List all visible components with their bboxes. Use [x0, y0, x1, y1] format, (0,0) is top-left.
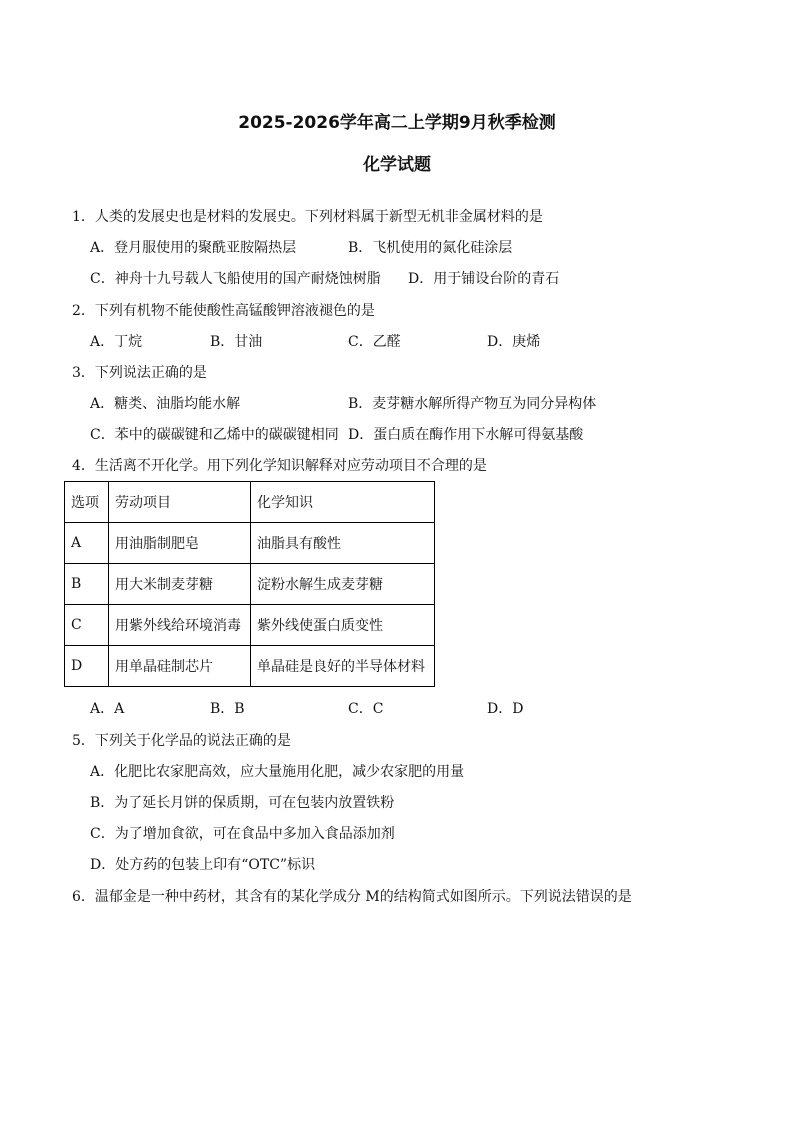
table-cell: 用大米制麦芽糖: [109, 564, 251, 605]
question-4-stem: 4．生活离不开化学。用下列化学知识解释对应劳动项目不合理的是: [72, 458, 487, 474]
table-cell: 用油脂制肥皂: [109, 523, 251, 564]
table-row: [65, 523, 435, 564]
table-cell: 紫外线使蛋白质变性: [251, 605, 435, 646]
question-4-option-d: D．D: [487, 701, 524, 717]
table-cell: C: [65, 605, 109, 646]
table-cell: 油脂具有酸性: [251, 523, 435, 564]
table-row: [65, 564, 435, 605]
question-2-option-a: A．丁烷: [90, 334, 143, 350]
table-cell: 淀粉水解生成麦芽糖: [251, 564, 435, 605]
question-2-option-d: D．庚烯: [487, 334, 541, 350]
question-5-option-d: D．处方药的包装上印有“OTC”标识: [90, 857, 316, 873]
question-2-stem: 2．下列有机物不能使酸性高锰酸钾溶液褪色的是: [72, 303, 375, 319]
question-2-option-b: B．甘油: [210, 334, 263, 350]
question-6-stem: 6．温郁金是一种中药材，其含有的某化学成分 M的结构简式如图所示。下列说法错误的是: [72, 889, 632, 905]
question-1-option-c: C．神舟十九号载人飞船使用的国产耐烧蚀树脂: [90, 271, 381, 287]
table-cell: 单晶硅是良好的半导体材料: [251, 646, 435, 687]
question-3-option-b: B．麦芽糖水解所得产物互为同分异构体: [348, 396, 597, 412]
table-cell: B: [65, 564, 109, 605]
question-4-option-a: A．A: [90, 701, 125, 717]
table-row: [65, 646, 435, 687]
question-3-option-a: A．糖类、油脂均能水解: [90, 396, 241, 412]
exam-subtitle: 化学试题: [363, 155, 431, 175]
question-3-option-d: D．蛋白质在酶作用下水解可得氨基酸: [348, 427, 584, 443]
table-header-cell: 选项: [65, 482, 109, 523]
question-1-option-a: A．登月服使用的聚酰亚胺隔热层: [90, 240, 297, 256]
question-3-option-c: C．苯中的碳碳键和乙烯中的碳碳键相同: [90, 427, 339, 443]
table-header-cell: 劳动项目: [109, 482, 251, 523]
table-header-row: [65, 482, 435, 523]
exam-title: 2025-2026学年高二上学期9月秋季检测: [238, 113, 556, 133]
table-header-cell: 化学知识: [251, 482, 435, 523]
question-1-stem: 1．人类的发展史也是材料的发展史。下列材料属于新型无机非金属材料的是: [72, 209, 543, 225]
question-2-option-c: C．乙醛: [348, 334, 401, 350]
question-4-option-b: B．B: [210, 701, 245, 717]
table-cell: D: [65, 646, 109, 687]
question-3-stem: 3．下列说法正确的是: [72, 365, 207, 381]
question-4-option-c: C．C: [348, 701, 384, 717]
table-cell: A: [65, 523, 109, 564]
question-5-option-c: C．为了增加食欲，可在食品中多加入食品添加剂: [90, 826, 395, 842]
table-cell: 用单晶硅制芯片: [109, 646, 251, 687]
question-5-option-a: A．化肥比农家肥高效，应大量施用化肥，减少农家肥的用量: [90, 764, 465, 780]
table-cell: 用紫外线给环境消毒: [109, 605, 251, 646]
table-row: [65, 605, 435, 646]
question-5-stem: 5．下列关于化学品的说法正确的是: [72, 733, 291, 749]
question-4-table: [64, 481, 435, 687]
question-1-option-d: D．用于铺设台阶的青石: [408, 271, 560, 287]
question-5-option-b: B．为了延长月饼的保质期，可在包装内放置铁粉: [90, 795, 395, 811]
question-1-option-b: B．飞机使用的氮化硅涂层: [348, 240, 513, 256]
